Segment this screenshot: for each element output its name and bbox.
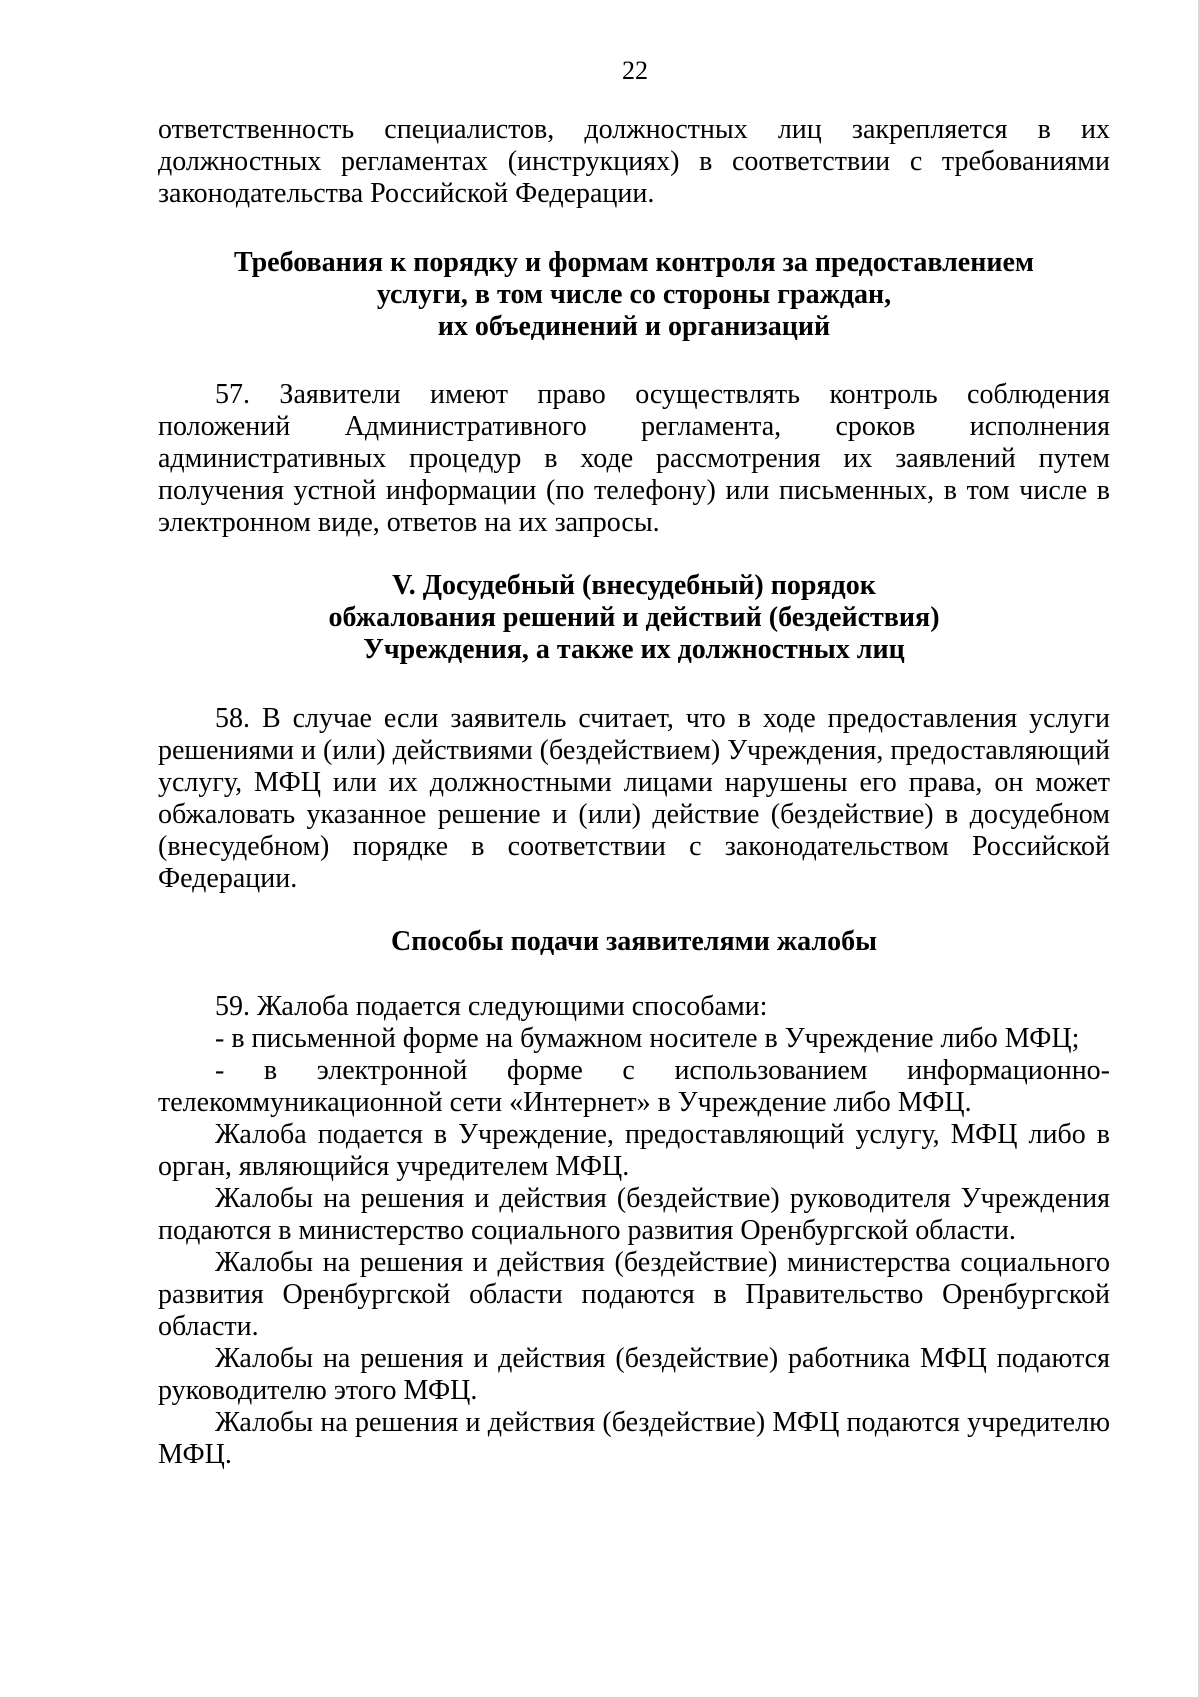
paragraph-59-intro: 59. Жалоба подается следующими способами: xyxy=(215,991,768,1022)
paragraph-59-mfc-complaints: Жалобы на решения и действия (бездействие) МФЦ подаются учредителю МФЦ. xyxy=(158,1407,1110,1470)
paragraph-59-submission-body: Жалоба подается в Учреждение, предоставляющий услугу, МФЦ либо в орган, являющийся учредителем МФЦ. xyxy=(158,1119,1110,1182)
paragraph-59 xyxy=(158,991,1110,1471)
heading-line: Требования к порядку и формам контроля за предоставлением xyxy=(234,247,1034,278)
intro-paragraph: ответственность специалистов, должностных лиц закрепляется в их должностных регламентах (инструкциях) в соответствии с требованиями законодательства Российской Федерации. xyxy=(158,114,1110,209)
paragraph-57: 57. Заявители имеют право осуществлять контроль соблюдения положений Административного регламента, сроков исполнения административных процедур в ходе рассмотрения их заявлений путем получения устной информации (по телефону) или письменных, в том числе в электронном виде, ответов на их запросы. xyxy=(158,379,1110,538)
heading-section-v xyxy=(158,570,1110,666)
paragraph-59-mfc-employee-complaints: Жалобы на решения и действия (бездействие) работника МФЦ подаются руководителю этого МФЦ. xyxy=(158,1343,1110,1406)
heading-line: обжалования решений и действий (бездействия) xyxy=(328,602,940,633)
heading-control-requirements xyxy=(158,247,1110,343)
paragraph-58: 58. В случае если заявитель считает, что в ходе предоставления услуги решениями и (или) действиями (бездействием) Учреждения, предоставляющий услугу, МФЦ или их должностными лицами нарушены его права, он может обжаловать указанное решение и (или) действие (бездействие) в досудебном (внесудебном) порядке в соответствии с законодательством Российской Федерации. xyxy=(158,703,1110,894)
paragraph-59-ministry-complaints: Жалобы на решения и действия (бездействие) министерства социального развития Оренбургской области подаются в Правительство Оренбургской области. xyxy=(158,1247,1110,1342)
heading-line: Учреждения, а также их должностных лиц xyxy=(363,634,905,665)
list-item-electronic: - в электронной форме с использованием информационно-телекоммуникационной сети «Интернет» в Учреждение либо МФЦ. xyxy=(158,1055,1110,1118)
heading-complaint-methods: Способы подачи заявителями жалобы xyxy=(391,926,877,957)
heading-line: услуги, в том числе со стороны граждан, xyxy=(376,279,892,310)
page-number: 22 xyxy=(622,56,648,85)
paragraph-59-head-complaints: Жалобы на решения и действия (бездействие) руководителя Учреждения подаются в министерство социального развития Оренбургской области. xyxy=(158,1183,1110,1246)
heading-line: V. Досудебный (внесудебный) порядок xyxy=(392,570,876,601)
list-item-paper: - в письменной форме на бумажном носителе в Учреждение либо МФЦ; xyxy=(215,1023,1080,1054)
heading-line: их объединений и организаций xyxy=(437,311,831,342)
